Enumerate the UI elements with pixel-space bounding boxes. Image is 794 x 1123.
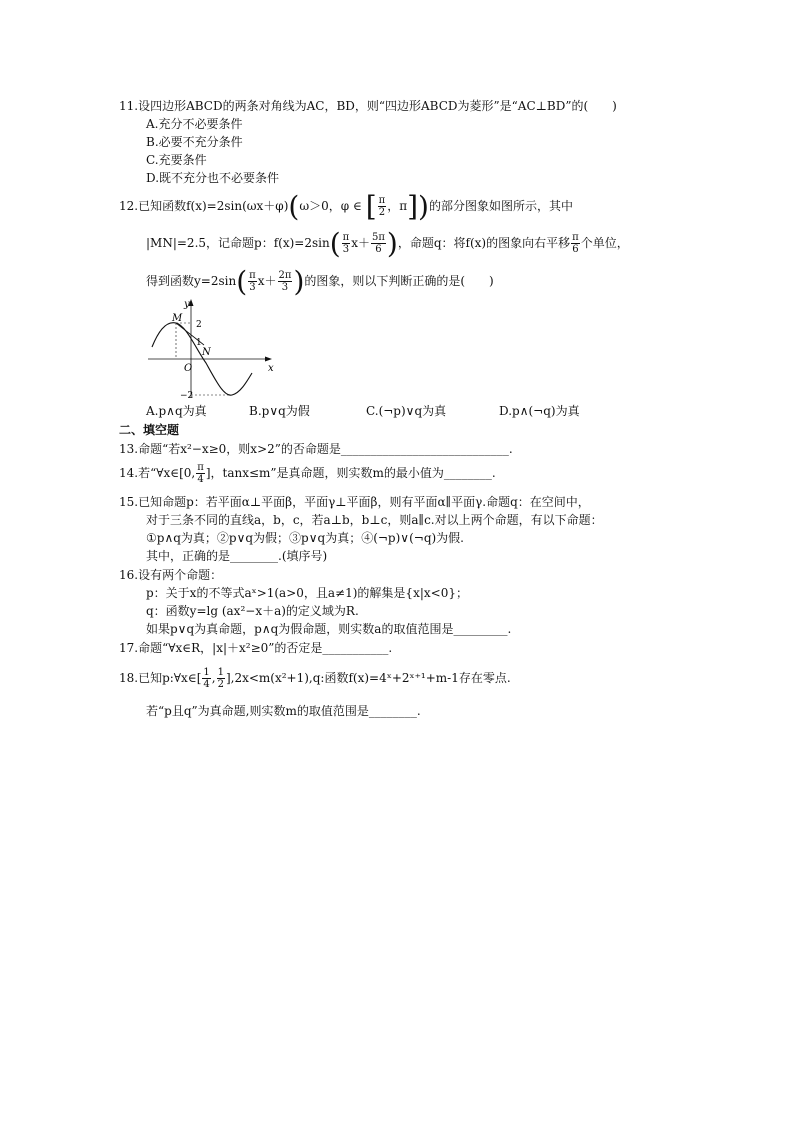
q12-line1	[119, 189, 573, 223]
section-heading: 二、填空题	[119, 423, 180, 437]
q11-option-a: A.充分不必要条件	[146, 117, 243, 131]
q12-p: |MN|=2.5，记命题p：f(x)=2sin	[146, 236, 330, 250]
frac-2pi-3: $\frac{2\pi}{3}$	[278, 270, 292, 293]
q12-line2: |MN|=2.5，记命题p：f(x)=2sin( $\frac{\pi}{3}$ x＋ $\frac{5\pi}{6}$ )，命题q：将f(x)的图象向右平移 $\frac{\pi}{6}$ 个单位，	[146, 226, 629, 260]
x-label: x	[268, 363, 274, 374]
q12-tail: 的部分图象如图所示，其中	[428, 199, 573, 213]
q17: 17.命题“∀x∈R，|x|＋x²≥0”的否定是___________.	[119, 641, 393, 655]
q11-stem: 11.设四边形ABCD的两条对角线为AC，BD，则“四边形ABCD为菱形”是“AC⊥BD”的( )	[119, 99, 617, 113]
frac-pi-4: $\frac{\pi}{4}$	[197, 462, 204, 485]
x-axis-arrow	[265, 357, 272, 362]
q18-line2: 若“p且q”为真命题,则实数m的取值范围是________.	[146, 704, 421, 718]
sine-graph	[146, 297, 276, 399]
frac-pi-3b: $\frac{\pi}{3}$	[249, 270, 256, 293]
q15-line1: 15.已知命题p：若平面α⊥平面β，平面γ⊥平面β，则有平面α∥平面γ.命题q：在空间中，	[119, 495, 590, 509]
q16-line1: 16.设有两个命题：	[119, 568, 223, 582]
frac-1-2: $\frac{1}{2}$	[217, 667, 224, 690]
q15-line4: 其中，正确的是________.(填序号)	[146, 549, 328, 563]
q12-option-b: B.p∨q为假	[249, 404, 310, 418]
point-n: N	[202, 347, 211, 358]
q11-option-d: D.既不充分也不必要条件	[146, 171, 280, 185]
q12-func: 12.已知函数f(x)=2sin(ωx＋φ)	[119, 199, 289, 213]
q13: 13.命题“若x²−x≥0，则x>2”的否命题是____________________________.	[119, 442, 513, 456]
bracket-close: ]	[407, 189, 419, 223]
q12-frac-pi-2: $\frac{\pi}{2}$	[378, 195, 386, 218]
q16-line2: p：关于x的不等式aˣ>1(a>0，且a≠1)的解集是{x|x<0}；	[146, 586, 468, 600]
paren-open: (	[288, 189, 300, 223]
q14: 14.若“∀x∈[0, $\frac{\pi}{4}$ ]，tanx≤m”是真命题，则实数m的最小值为________.	[119, 462, 496, 485]
q12-pi: ，π	[387, 199, 408, 213]
frac-pi-6: $\frac{\pi}{6}$	[572, 232, 579, 255]
q12-line3: 得到函数y=2sin( $\frac{\pi}{3}$ x＋ $\frac{2\pi}{3}$ )的图象，则以下判断正确的是( )	[146, 264, 494, 298]
q12-q: ，命题q：将f(x)的图象向右平移	[397, 236, 571, 250]
frac-pi-3: $\frac{\pi}{3}$	[342, 232, 350, 255]
q12-option-d: D.p∧(¬q)为真	[499, 404, 580, 418]
tick-neg2: −2	[180, 391, 194, 399]
q15-line2: 对于三条不同的直线a，b，c，若a⊥b，b⊥c，则a∥c.对以上两个命题，有以下命题：	[146, 513, 603, 527]
origin-o: O	[184, 363, 193, 374]
frac-1-4: $\frac{1}{4}$	[203, 667, 210, 690]
q16-line3: q：函数y=lg (ax²−x＋a)的定义域为R.	[146, 604, 359, 618]
point-m: M	[172, 313, 183, 324]
q18-line1: 18.已知p:∀x∈[ $\frac{1}{4}$ , $\frac{1}{2}$ ],2x<m(x²+1),q:函数f(x)=4ˣ+2ˣ⁺¹+m-1存在零点.	[119, 667, 511, 690]
tick-1: 1	[196, 338, 202, 348]
q15-line3: ①p∧q为真；②p∨q为假；③p∨q为真；④(¬p)∨(¬q)为假.	[146, 531, 464, 545]
q11-option-b: B.必要不充分条件	[146, 135, 243, 149]
q12-cond: ω＞0，φ ∈	[299, 199, 362, 213]
q11-option-c: C.充要条件	[146, 153, 207, 167]
q12-option-a: A.p∧q为真	[146, 404, 207, 418]
frac-5pi-6: $\frac{5\pi}{6}$	[371, 232, 385, 255]
q16-line4: 如果p∨q为真命题，p∧q为假命题，则实数a的取值范围是_________.	[146, 622, 512, 636]
paren-close: )	[418, 189, 429, 223]
tick-2: 2	[196, 320, 202, 330]
y-label: y	[184, 299, 190, 310]
bracket-open: [	[365, 189, 377, 223]
q12-option-c: C.(¬p)∨q为真	[366, 404, 447, 418]
